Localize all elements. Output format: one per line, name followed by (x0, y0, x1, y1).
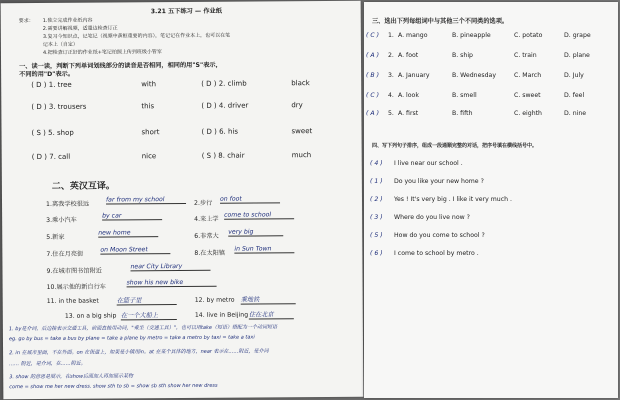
s3-answer-4: ( C ) (366, 92, 380, 99)
s4-answer-4: ( 3 ) (370, 214, 383, 221)
s3-opt-2d: D. plane (564, 52, 590, 59)
s3-num-3: 3. (388, 72, 394, 79)
section-3-title: 三、选出下列每组词中与其他三个不同类的选项。 (372, 18, 509, 25)
s2-a2: on foot (220, 195, 280, 203)
note-2b: …… 附近，是介词，在……附近。 (9, 360, 86, 368)
s2-a6: very big (228, 228, 283, 236)
s2-q13: 13. on a big ship (64, 312, 117, 320)
s3-opt-1b: B. pineapple (452, 32, 491, 39)
s1-item-1: ( D ) 1. tree (31, 80, 72, 90)
s1-item-8: ( S ) 8. chair (201, 151, 245, 160)
s2-a10: show his new bike (127, 279, 217, 288)
s1-item-5: ( S ) 5. shop (31, 128, 74, 138)
s2-q4: 4.来上学 (194, 215, 219, 223)
s2-q2: 2.步行 (193, 199, 213, 207)
s3-opt-1a: A. mango (398, 32, 428, 39)
s3-opt-3c: C. March (514, 72, 542, 79)
s1-item-2: ( D ) 2. climb (201, 79, 247, 88)
s4-sentence-2: Do you like your new home ? (394, 178, 484, 185)
s2-q12: 12. by metro (194, 296, 235, 304)
s3-opt-2a: A. foot (398, 52, 419, 59)
s2-a12: 乘地铁 (241, 294, 296, 304)
s2-q6: 6.非常大 (194, 232, 219, 240)
s3-opt-1d: D. grape (564, 32, 591, 39)
s2-a1: far from my school (106, 196, 186, 205)
s1-item-1-compare: with (141, 80, 157, 89)
s1-item-7-compare: nice (141, 152, 157, 161)
s3-opt-3d: D. July (564, 72, 584, 79)
s1-item-3: ( D ) 3. trousers (31, 102, 87, 112)
note-1b: eg. go by bus = take a bus by plane = take a plane by metro = take a metro by taxi = take a taxi (8, 334, 255, 343)
section-4-title: 四、写下列句子排序，组成一段通顺完整的对话，把序号填在横线括号中。 (372, 143, 538, 149)
s2-a3: by car (102, 212, 162, 220)
s3-opt-4a: A. look (398, 92, 419, 99)
s4-answer-5: ( 5 ) (370, 232, 383, 239)
s4-answer-6: ( 6 ) (370, 250, 383, 257)
s3-opt-1c: C. potato (514, 32, 543, 39)
s4-sentence-1: I live near our school . (394, 160, 463, 167)
s2-q10: 10.展示他的新自行车 (46, 283, 106, 291)
s1-item-6: ( D ) 6. his (201, 127, 239, 136)
requirement-2: 2.需要讲解视频，适量边检查订正 (42, 25, 118, 32)
s4-sentence-6: I come to school by metro . (394, 250, 479, 257)
s1-item-2-compare: black (291, 79, 310, 88)
s2-q14: 14. live in Beijing (194, 311, 249, 319)
s3-num-1: 1. (388, 32, 394, 39)
s4-answer-1: ( 4 ) (370, 160, 383, 167)
s3-opt-4c: C. sweet (514, 92, 541, 99)
page-header: 3.21 五下练习 — 作业纸 (150, 7, 222, 16)
section-1-title: 一、读一读，判断下列单词划线部分的读音是否相同，相同的用"S"表示， (19, 61, 222, 71)
s3-opt-4d: D. feel (564, 92, 585, 99)
s2-q3: 3.乘小汽车 (46, 216, 77, 224)
note-3b: come = show me her new dress. show sth to sb = show sb sth show her new dress (9, 382, 218, 391)
s2-q5: 5.新家 (46, 233, 65, 241)
s3-answer-1: ( C ) (366, 32, 380, 39)
s2-q11: 11. in the basket (46, 297, 99, 305)
requirement-3b: 记本上（自定） (42, 41, 78, 48)
s4-sentence-3: Yes ! It's very big . I like it very much . (394, 196, 512, 203)
requirement-3: 3.复习今知识点，记笔记（视频中黄框重要的内容），笔记记在作业本上，也可以在笔 (42, 32, 231, 40)
s2-q1: 1.离我学校很远 (46, 200, 90, 208)
s3-opt-3a: A. January (398, 72, 430, 79)
s2-q8: 8.在太阳镇 (194, 249, 226, 257)
s3-opt-5c: C. eighth (514, 110, 542, 117)
requirements-label: 要求： (18, 18, 34, 25)
note-2: 2. in 在城市里面，不在外面。on 在街道上，如果是小镇用in。at 在某个具体的地方，near 表示在……附近，是介词 (9, 348, 269, 357)
s3-opt-5d: D. nine (564, 110, 587, 117)
s3-answer-2: ( A ) (366, 52, 379, 59)
section-1-title-b: 不同的用"D"表示。 (19, 70, 75, 79)
s1-item-7: ( D ) 7. call (31, 152, 71, 162)
s2-q7: 7.住在月亮街 (46, 250, 84, 258)
s2-a14: 住在北京 (249, 309, 294, 319)
requirement-1: 1.独立完成作业纸内容 (42, 17, 93, 24)
s2-q9: 9.在城市图书馆附近 (46, 267, 102, 275)
worksheet-left-page (1, 1, 364, 400)
section-2-title: 二、英汉互译。 (51, 181, 115, 192)
s3-num-2: 2. (388, 52, 394, 59)
s3-opt-5b: B. fifth (452, 110, 473, 117)
s2-a4: come to school (224, 211, 294, 219)
s1-item-3-compare: this (141, 102, 155, 111)
s1-item-8-compare: much (291, 151, 312, 160)
s4-sentence-4: Where do you live now ? (394, 214, 470, 221)
s4-answer-3: ( 2 ) (370, 196, 383, 203)
s2-a8: in Sun Town (234, 245, 294, 253)
s2-a13: 在一个大船上 (121, 310, 177, 320)
s2-a11: 在篮子里 (117, 295, 177, 305)
s2-a9: near City Library (130, 263, 210, 272)
s2-a5: new home (98, 229, 158, 237)
note-1: 1. by是介词，后边接表示交通工具，前面直接用动词，"乘坐（交通工具）"，也可以用take（短语）搭配为一个动词短语 (8, 324, 278, 333)
s3-answer-5: ( A ) (366, 110, 379, 117)
s4-sentence-5: How do you come to school ? (394, 232, 485, 239)
s3-opt-2c: C. train (514, 52, 537, 59)
s1-item-4: ( D ) 4. driver (201, 101, 249, 110)
s3-num-4: 4. (388, 92, 394, 99)
s1-item-6-compare: sweet (291, 127, 313, 136)
requirement-4: 4.把检查订正好的作业纸+笔记拍照上传到班级小管家 (42, 49, 162, 56)
s3-opt-2b: B. ship (452, 52, 473, 59)
note-3: 3. show 的意思是展示，在show后面加人再加展示某物 (9, 373, 134, 381)
s3-opt-5a: A. first (398, 110, 419, 117)
worksheet-right-page (364, 2, 618, 398)
s3-opt-3b: B. Wednesday (452, 72, 497, 79)
s2-a7: on Moon Street (100, 246, 170, 254)
s3-answer-3: ( B ) (366, 72, 380, 79)
s1-item-4-compare: dry (291, 101, 303, 110)
s1-item-5-compare: short (141, 128, 160, 137)
s3-opt-4b: B. smell (452, 92, 477, 99)
s3-num-5: 5. (388, 110, 394, 117)
s4-answer-2: ( 1 ) (370, 178, 383, 185)
